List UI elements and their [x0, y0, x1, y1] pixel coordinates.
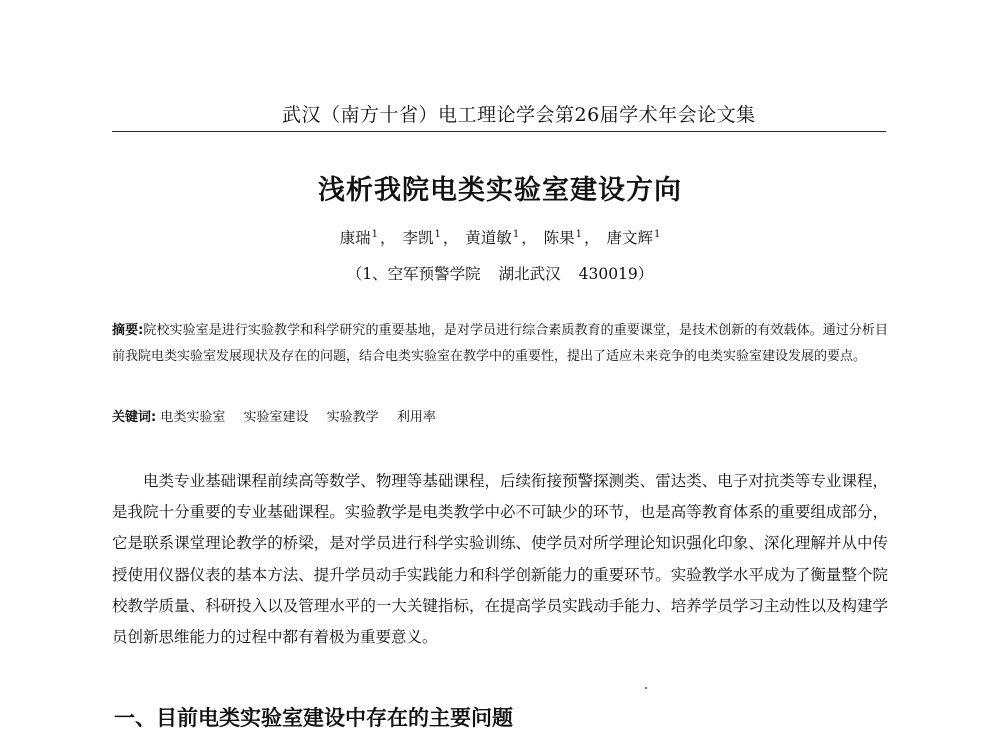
- body-paragraph: 电类专业基础课程前续高等数学、物理等基础课程，后续衔接预警探测类、雷达类、电子对抗类等专业课程，是我院十分重要的专业基础课程。实验教学是电类教学中必不可缺少的环节，也是高等教育体系的重要组成部分，它是联系课堂理论教学的桥梁，是对学员进行科学实验训练、使学员对所学理论知识强化印象、深化理解并从中传授使用仪器仪表的基本方法、提升学员动手实践能力和科学创新能力的重要环节。实验教学水平成为了衡量整个院校教学质量、科研投入以及管理水平的一大关键指标，在提高学员实践动手能力、培养学员学习主动性以及构建学员创新思维能力的过程中都有着极为重要意义。: [112, 472, 888, 647]
- keyword: 实验室建设: [243, 410, 309, 425]
- affiliation: [0, 262, 1000, 284]
- author-name: 李凯: [402, 229, 434, 247]
- affiliation-location: 湖北武汉: [498, 265, 561, 283]
- author-name: 康瑞: [339, 229, 371, 247]
- author-list: 康瑞$^1$ ， 李凯$^1$ ， 黄道敏$^1$ ， 陈果$^1$ ， 唐文辉$^1$: [339, 229, 661, 247]
- affiliation-institution: （1、空军预警学院: [346, 265, 481, 283]
- keyword: 实验教学: [326, 410, 379, 425]
- author-name: 黄道敏: [465, 229, 512, 247]
- affiliation-mark: 1: [654, 229, 661, 240]
- abstract-label: 摘要:: [112, 323, 144, 338]
- keyword: 电类实验室: [160, 410, 226, 425]
- keyword: 利用率: [396, 410, 436, 425]
- section-heading: 一、目前电类实验室建设中存在的主要问题: [114, 706, 513, 730]
- affiliation-postcode: 430019）: [578, 265, 654, 283]
- running-header: 武汉（南方十省）电工理论学会第26届学术年会论文集: [282, 104, 756, 126]
- affiliation-mark: 1: [512, 229, 520, 240]
- affiliation-mark: 1: [371, 229, 378, 240]
- abstract: [112, 318, 888, 370]
- keywords-label: 关键词:: [112, 410, 157, 425]
- scan-speck: [645, 687, 647, 689]
- author-name: 陈果: [543, 229, 575, 247]
- paper-title: 浅析我院电类实验室建设方向: [318, 175, 682, 206]
- keywords: [112, 406, 450, 425]
- author-name: 唐文辉: [606, 229, 653, 247]
- header-rule: [112, 131, 886, 132]
- affiliation-mark: 1: [575, 229, 583, 240]
- affiliation-mark: 1: [434, 229, 441, 240]
- abstract-text: 院校实验室是进行实验教学和科学研究的重要基地，是对学员进行综合素质教育的重要课堂，是技术创新的有效载体。通过分析目前我院电类实验室发展现状及存在的问题，结合电类实验室在教学中的重要性，提出了适应未来竞争的电类实验室建设发展的要点。: [112, 323, 888, 364]
